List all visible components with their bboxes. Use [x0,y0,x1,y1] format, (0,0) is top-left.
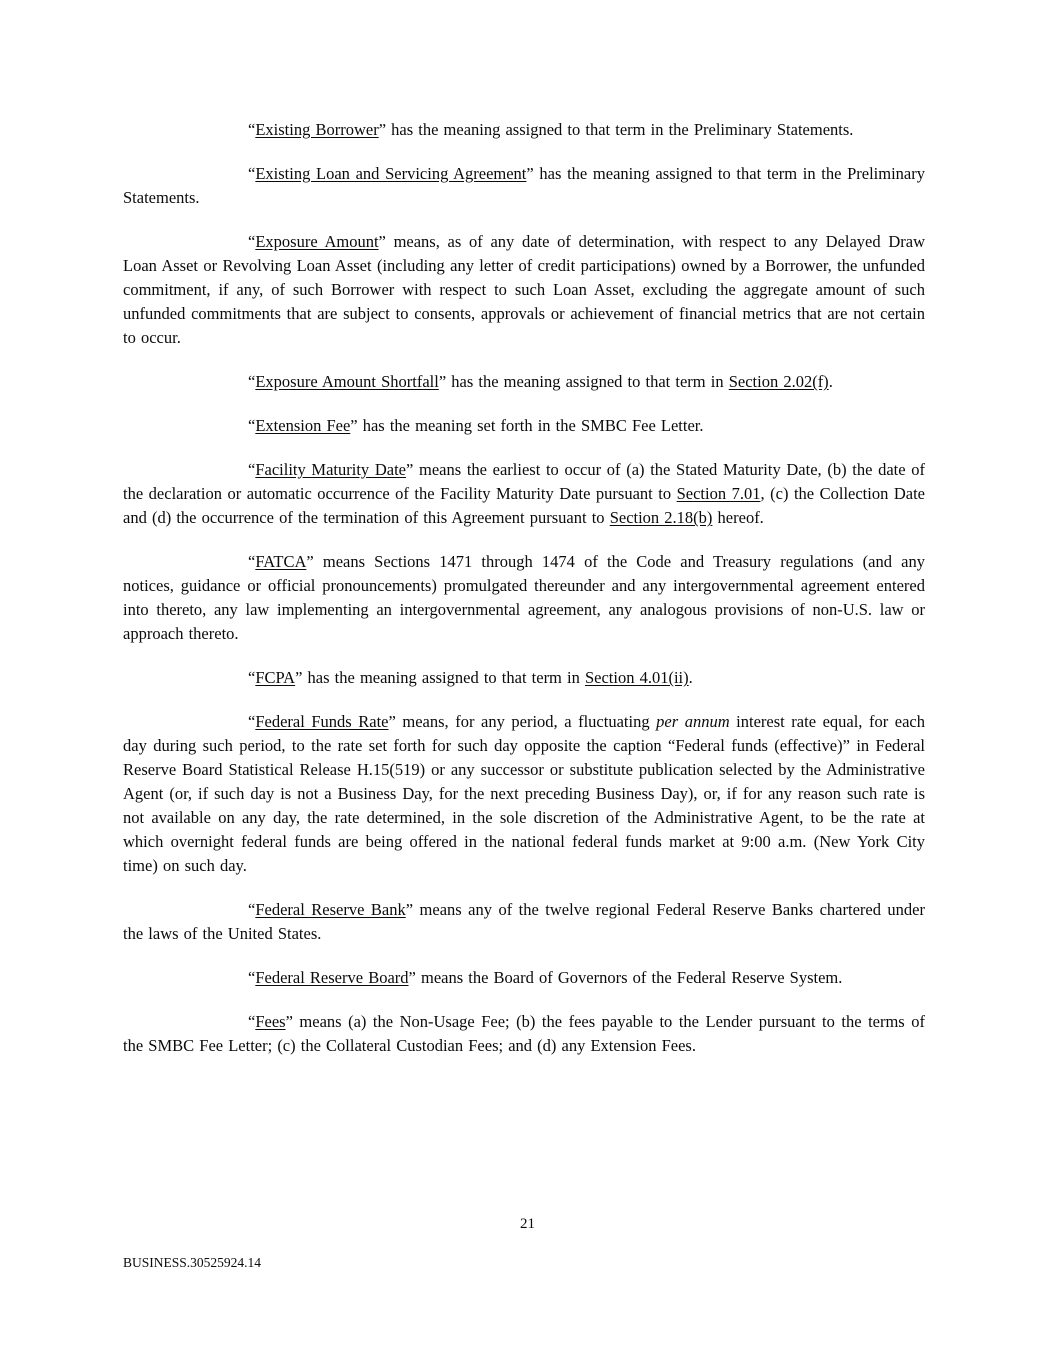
definitions-section [123,118,925,1078]
text-run: ” means any of the twelve regional Federal Reserve Banks chartered under the laws of the United States. [123,900,926,943]
page-number: 21 [520,1216,535,1232]
underlined-term: Exposure Amount [255,232,379,251]
paragraph-4 [123,370,925,394]
text-run: “ [248,552,256,571]
underlined-term: Fees [255,1012,286,1031]
underlined-term: Federal Funds Rate [255,712,389,731]
underlined-term: FATCA [255,552,307,571]
underlined-term: Existing Loan and Servicing Agreement [255,164,527,183]
paragraph-3 [123,230,925,350]
underlined-term: Federal Reserve Bank [255,900,406,919]
text-run: “ [248,164,256,183]
paragraph-2 [123,162,925,210]
document-id-footer: BUSINESS.30525924.14 [123,1255,262,1270]
text-run: “ [248,712,256,731]
text-run: . [688,668,693,687]
underlined-term: Section 2.02(f) [728,372,829,391]
italic-phrase: per annum [656,712,730,731]
text-run: “ [248,968,256,987]
underlined-term: FCPA [255,668,296,687]
text-run: ” means the earliest to occur of (a) the Stated Maturity Date, (b) the date of the declaration or automatic occurrence of the Facility Maturity Date pursuant to [123,460,925,503]
text-run: ” means, as of any date of determination, with respect to any Delayed Draw Loan Asset or Revolving Loan Asset (including any letter of credit participations) owned by a Borrower, the unfunded commitment, if any, of such Borrower with respect to such Loan Asset, excluding the aggregate amount of such unfunded commitments that are subject to consents, approvals or achievement of financial metrics that are not certain to occur. [123,232,925,347]
paragraph-5 [123,414,925,438]
underlined-term: Extension Fee [255,416,351,435]
text-run: , (c) the Collection Date and (d) the occurrence of the termination of this Agreement pursuant to [123,484,926,527]
text-run: ” has the meaning assigned to that term in [295,668,585,687]
underlined-term: Federal Reserve Board [255,968,409,987]
text-run: “ [248,460,256,479]
text-run: “ [248,416,256,435]
text-run: ” has the meaning assigned to that term in [438,372,729,391]
underlined-term: Facility Maturity Date [255,460,406,479]
text-run: “ [248,900,256,919]
paragraph-7 [123,550,925,646]
text-run: . [828,372,833,391]
text-run: ” has the meaning assigned to that term in the Preliminary Statements. [123,164,925,207]
underlined-term: Section 7.01 [676,484,761,503]
paragraph-6 [123,458,925,530]
text-run: ” has the meaning assigned to that term in the Preliminary Statements. [378,120,854,139]
text-run: ” means, for any period, a fluctuating [388,712,657,731]
paragraph-9 [123,710,925,878]
text-run: “ [248,372,256,391]
underlined-term: Section 2.18(b) [609,508,713,527]
paragraph-11 [123,966,925,990]
paragraph-8 [123,666,925,690]
underlined-term: Existing Borrower [255,120,379,139]
text-run: ” means the Board of Governors of the Federal Reserve System. [408,968,843,987]
paragraph-10 [123,898,925,946]
text-run: ” means (a) the Non-Usage Fee; (b) the fees payable to the Lender pursuant to the terms of the SMBC Fee Letter; (c) the Collateral Custodian Fees; and (d) any Extension Fees. [123,1012,925,1055]
text-run: interest rate equal, for each day during such period, to the rate set forth for such day opposite the caption “Federal funds (effective)” in Federal Reserve Board Statistical Release H.15(519) or any successor or substitute publication selected by the Administrative Agent (or, if such day is not a Business Day, for the next preceding Business Day), or, if for any reason such rate is not available on any day, the rate determined, in the sole discretion of the Administrative Agent, to be the rate at which overnight federal funds are being offered in the national federal funds market at 9:00 a.m. (New York City time) on such day. [123,712,925,875]
paragraph-1 [123,118,925,142]
text-run: ” means Sections 1471 through 1474 of the Code and Treasury regulations (and any notices, guidance or official pronouncements) promulgated thereunder and any intergovernmental agreement entered into thereto, any law implementing an intergovernmental agreement, any analogous provisions of non-U.S. law or approach thereto. [123,552,925,643]
text-run: “ [248,1012,256,1031]
text-run: hereof. [712,508,764,527]
underlined-term: Section 4.01(ii) [584,668,689,687]
paragraph-12 [123,1010,925,1058]
text-run: ” has the meaning set forth in the SMBC Fee Letter. [350,416,704,435]
text-run: “ [248,668,256,687]
underlined-term: Exposure Amount Shortfall [255,372,439,391]
text-run: “ [248,232,256,251]
text-run: “ [248,120,256,139]
